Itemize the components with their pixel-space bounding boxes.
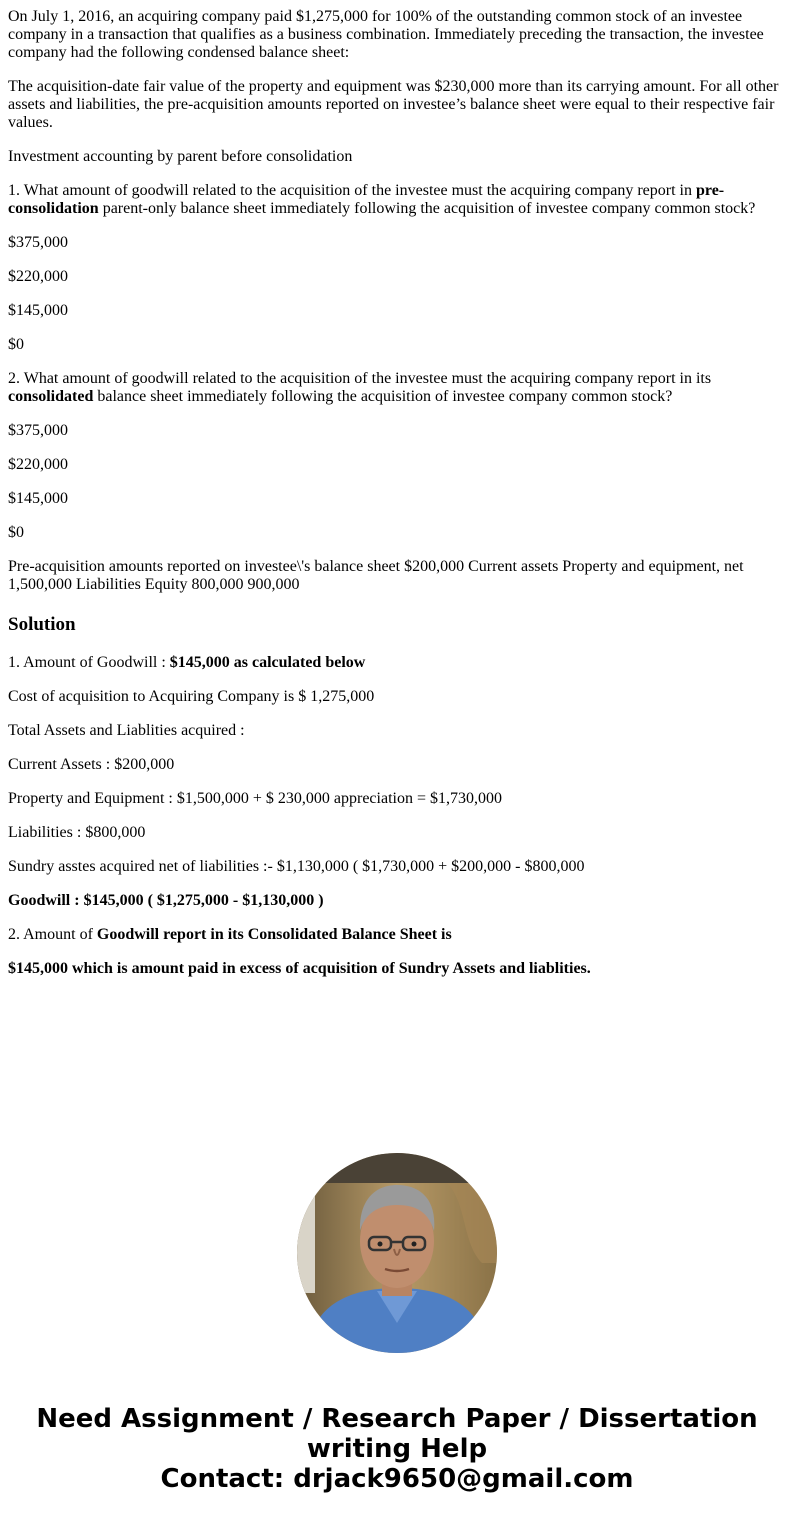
q2-option-d: $0 — [8, 524, 24, 541]
cost-line: Cost of acquisition to Acquiring Company is $ 1,275,000 — [8, 688, 375, 705]
fair-value-note: The acquisition-date fair value of the property and equipment was $230,000 more than its carrying amount. For all other assets and liabilities, the pre-acquisition amounts reported on investee’s balance sheet were equal to their respective fair values. — [8, 78, 779, 131]
solution-line-2 — [8, 926, 786, 944]
goodwill-line-text: Goodwill : $145,000 ( $1,275,000 - $1,130,000 ) — [8, 892, 324, 909]
q1-option-d: $0 — [8, 336, 24, 353]
solution-line-2-emphasis: Goodwill report in its Consolidated Balance Sheet is — [96, 926, 452, 943]
solution-line-2-text: 2. Amount of — [8, 926, 97, 943]
author-avatar — [297, 1153, 497, 1353]
question-2-text-end: balance sheet immediately following the acquisition of investee company common stock? — [93, 388, 673, 405]
footer-line-2: writing Help — [306, 1434, 488, 1464]
solution-heading: Solution — [8, 614, 76, 635]
question-intro: On July 1, 2016, an acquiring company paid $1,275,000 for 100% of the outstanding common stock of an investee company in a transaction that qualifies as a business combination. Immediately preceding the transaction, the investee company had the following condensed balance sheet: — [8, 8, 764, 61]
goodwill-line — [8, 892, 786, 910]
final-answer — [8, 960, 786, 978]
footer-contact: Contact: drjack9650@gmail.com — [160, 1464, 634, 1494]
q2-option-b: $220,000 — [8, 456, 68, 473]
question-2-emphasis: consolidated — [8, 388, 94, 405]
footer-line-1: Need Assignment / Research Paper / Dissertation — [36, 1404, 758, 1434]
solution-line-1-emphasis: $145,000 as calculated below — [169, 654, 366, 671]
sundry-line: Sundry asstes acquired net of liabilities :- $1,130,000 ( $1,730,000 + $200,000 - $800,000 — [8, 858, 585, 875]
question-1-text-end: parent-only balance sheet immediately following the acquisition of investee company common stock? — [98, 200, 756, 217]
q2-option-c: $145,000 — [8, 490, 68, 507]
solution-line-1 — [8, 654, 786, 672]
footer-banner — [0, 1404, 794, 1494]
q2-option-a: $375,000 — [8, 422, 68, 439]
total-line: Total Assets and Liablities acquired : — [8, 722, 245, 739]
q1-option-c: $145,000 — [8, 302, 68, 319]
final-answer-text: $145,000 which is amount paid in excess of acquisition of Sundry Assets and liablities. — [8, 960, 591, 977]
property-line: Property and Equipment : $1,500,000 + $ 230,000 appreciation = $1,730,000 — [8, 790, 502, 807]
question-2-text: 2. What amount of goodwill related to the acquisition of the investee must the acquiring company report in its — [8, 370, 712, 387]
current-assets-line: Current Assets : $200,000 — [8, 756, 175, 773]
q1-option-b: $220,000 — [8, 268, 68, 285]
q1-option-a: $375,000 — [8, 234, 68, 251]
question-1 — [8, 182, 786, 218]
question-1-text: 1. What amount of goodwill related to the acquisition of the investee must the acquiring company report in — [8, 182, 696, 199]
balance-sheet-text: Pre-acquisition amounts reported on investee\'s balance sheet $200,000 Current assets Property and equipment, net 1,500,000 Liabilities Equity 800,000 900,000 — [8, 558, 744, 593]
author-portrait-image — [297, 1153, 497, 1353]
solution-line-1-text: 1. Amount of Goodwill : — [8, 654, 170, 671]
subheading: Investment accounting by parent before consolidation — [8, 148, 353, 165]
liabilities-line: Liabilities : $800,000 — [8, 824, 146, 841]
question-2 — [8, 370, 786, 406]
question-1-emphasis: pre-consolidation — [8, 182, 725, 217]
